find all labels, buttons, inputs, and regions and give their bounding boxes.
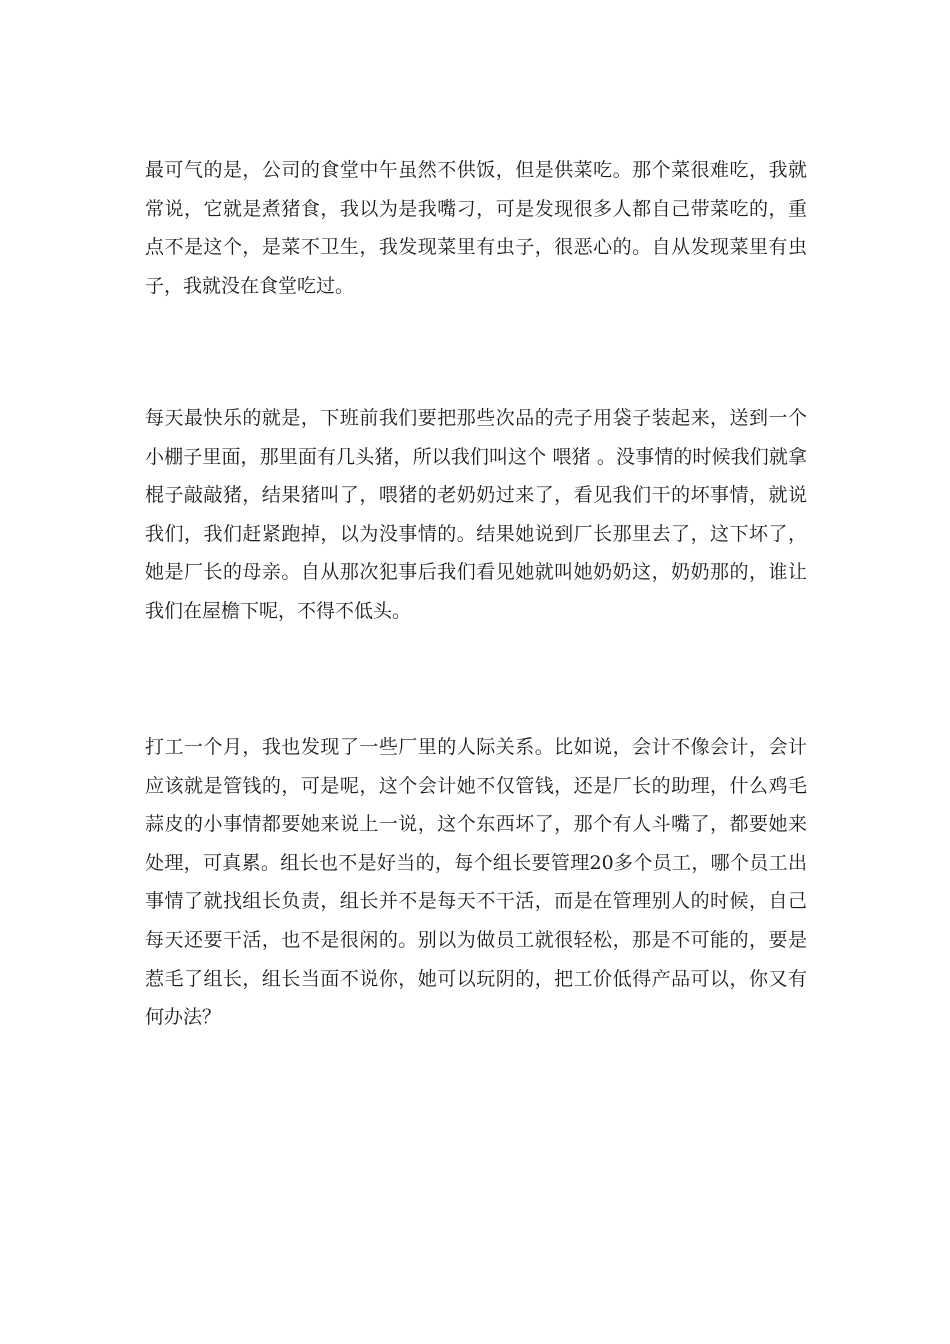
paragraph-canteen: 最可气的是，公司的食堂中午虽然不供饭，但是供菜吃。那个菜很难吃，我就常说，它就是煮猪食，我以为是我嘴刁，可是发现很多人都自己带菜吃的，重点不是这个，是菜不卫生，我发现菜里有虫子，很恶心的。自从发现菜里有虫子，我就没在食堂吃过。 xyxy=(145,159,807,297)
paragraph-factory-relations: 打工一个月，我也发现了一些厂里的人际关系。比如说，会计不像会计，会计应该就是管钱的，可是呢，这个会计她不仅管钱，还是厂长的助理，什么鸡毛蒜皮的小事情都要她来说上一说，这个东西坏了，那个有人斗嘴了，都要她来处理，可真累。组长也不是好当的，每个组长要管理20多个员工，哪个员工出事情了就找组长负责，组长并不是每天不干活，而是在管理别人的时候，自己每天还要干活，也不是很闲的。别以为做员工就很轻松，那是不可能的，要是惹毛了组长，组长当面不说你，她可以玩阴的，把工价低得产品可以，你又有何办法？ xyxy=(145,736,807,1029)
paragraph-feeding-pigs: 每天最快乐的就是，下班前我们要把那些次品的壳子用袋子装起来，送到一个小棚子里面，那里面有几头猪，所以我们叫这个 喂猪 。没事情的时候我们就拿棍子敲敲猪，结果猪叫了，喂猪的老奶奶过来了，看见我们干的坏事情，就说我们，我们赶紧跑掉，以为没事情的。结果她说到厂长那里去了，这下坏了，她是厂长的母亲。自从那次犯事后我们看见她就叫她奶奶这，奶奶那的，谁让我们在屋檐下呢，不得不低头。 xyxy=(145,407,807,622)
